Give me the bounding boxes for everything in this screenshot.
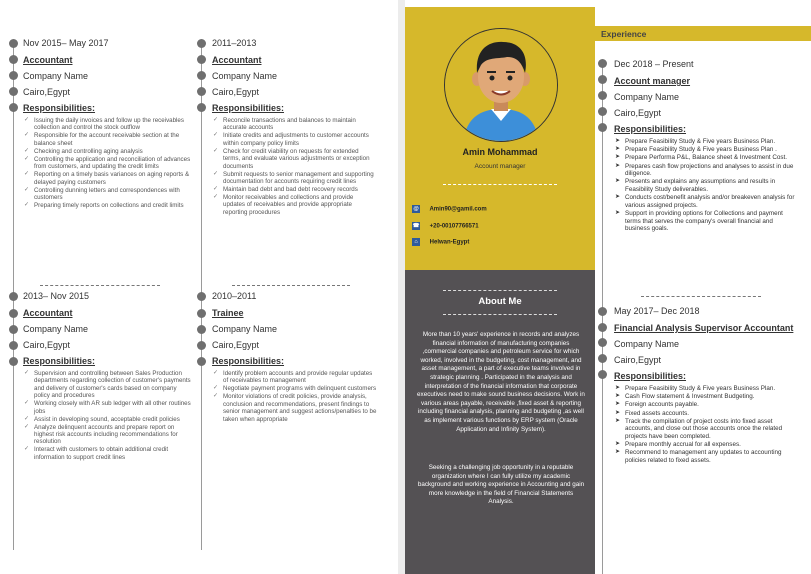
- responsibilities-list: [614, 385, 796, 465]
- list-item: ✓ Reporting on a timely basis variances on aging reports & delayed paying customers: [23, 171, 191, 186]
- experience-entry: [614, 59, 796, 233]
- timeline-dot: [598, 75, 607, 84]
- entry-location: Cairo,Egypt: [614, 355, 662, 365]
- list-item: ✓ Submit requests to senior management and supporting documentation for accounts requiring credit lines: [212, 171, 377, 186]
- timeline-dot: [598, 338, 607, 347]
- list-item: ✓ Issuing the daily invoices and follow up the receivables collection and control the stock outflow: [23, 117, 191, 132]
- timeline-dot: [598, 123, 607, 132]
- list-item: ➤ Prepare Feasibility Study & Five years Business Plan.: [614, 138, 796, 146]
- list-item: ➤ Presents and explains any assumptions and results in Feasibility Study deliverables.: [614, 178, 796, 193]
- entry-location: Cairo,Egypt: [614, 108, 662, 118]
- entry-company: Company Name: [614, 339, 680, 349]
- list-item: ✓ Preparing timely reports on collections and credit limits: [23, 202, 191, 209]
- entry-location: Cairo,Egypt: [23, 87, 71, 97]
- about-paragraph: More than 10 years' experience in records and analyzes financial information of manufacturing companies ,commercial companies and petroleum service for which worked, involved in the budgeting, cost management, and asset management, a part of executive teams involved in strategic planning . Participated in the analysis and interpretation of the financial information that corporate executives need to make sound business decisions. Work in various areas payable, receivable ,fixed asset & reporting including financial analysis, planning and budgeting ,as well as implement various functions by ERP system (Oracle Application and Infinity System).: [417, 331, 585, 433]
- experience-entry: [212, 291, 377, 424]
- list-item: ➤ Prepare Performa P&L, Balance sheet & Investment Cost.: [614, 154, 796, 162]
- entry-location: Cairo,Egypt: [212, 87, 260, 97]
- list-item: ✓ Maintain bad debt and bad debt recovery records: [212, 186, 377, 193]
- timeline-dot: [9, 87, 18, 96]
- responsibilities-heading: Responsibilities:: [23, 356, 96, 366]
- timeline-dot: [197, 292, 206, 301]
- list-item: ✓ Monitor violations of credit policies, provide analysis, conclusion and recommendations, present findings to senior management and suggest actions/penalties to be taken when appropriate: [212, 393, 377, 423]
- timeline-dot: [9, 292, 18, 301]
- resume-page-1: [0, 0, 398, 574]
- entry-date: Nov 2015– May 2017: [23, 38, 109, 48]
- timeline-dot: [9, 357, 18, 366]
- avatar-illustration: [445, 29, 557, 141]
- experience-entry: [23, 291, 191, 462]
- entry-role: Account manager: [614, 76, 691, 86]
- email-text: Amin90@gamil.com: [429, 206, 487, 213]
- entry-company: Company Name: [23, 324, 89, 334]
- list-item: ✓ Identify problem accounts and provide regular updates of receivables to management: [212, 370, 377, 385]
- entry-date: 2010–2011: [212, 291, 257, 301]
- dashed-divider: [443, 314, 557, 315]
- responsibilities-heading: Responsibilities:: [614, 124, 687, 134]
- timeline-dot: [598, 107, 607, 116]
- responsibilities-list: [614, 138, 796, 233]
- responsibilities-heading: Responsibilities:: [614, 371, 687, 381]
- entry-role: Trainee: [212, 308, 244, 318]
- timeline-dot: [9, 71, 18, 80]
- entry-company: Company Name: [614, 92, 680, 102]
- dashed-divider: [443, 290, 557, 291]
- entry-company: Company Name: [212, 71, 278, 81]
- timeline-dot: [9, 55, 18, 64]
- location-icon: ⌂: [412, 238, 420, 246]
- dashed-divider: [443, 184, 557, 185]
- list-item: ➤ Support in providing options for Collections and payment terms that serves the company's overall financial and business goals.: [614, 210, 796, 233]
- timeline-dot: [197, 357, 206, 366]
- timeline-dot: [197, 71, 206, 80]
- timeline-dot: [598, 323, 607, 332]
- timeline-dot: [9, 309, 18, 318]
- timeline-dot: [598, 354, 607, 363]
- list-item: ✓ Responsible for the account receivable section at the balance sheet: [23, 132, 191, 147]
- responsibilities-list: [212, 370, 377, 423]
- timeline-dot: [197, 103, 206, 112]
- timeline-dot: [9, 39, 18, 48]
- list-item: ✓ Supervision and controlling between Sales Production departments regarding collection of customer's payments and delivery of customer's cards based on company policy and procedures: [23, 370, 191, 400]
- dashed-divider: [232, 285, 350, 286]
- list-item: ✓ Monitor receivables and collections and provide updates of receivables and provide appropriate reporting procedures: [212, 194, 377, 216]
- list-item: ✓ Controlling the application and reconciliation of advances from customers, and updating the credit limits: [23, 156, 191, 171]
- timeline-dot: [598, 91, 607, 100]
- list-item: ➤ Prepare monthly accrual for all expenses.: [614, 441, 796, 449]
- experience-entry: [212, 38, 377, 217]
- entry-location: Cairo,Egypt: [212, 340, 260, 350]
- timeline-dot: [197, 309, 206, 318]
- responsibilities-list: [23, 370, 191, 461]
- entry-location: Cairo,Egypt: [23, 340, 71, 350]
- experience-entry: [614, 306, 804, 465]
- responsibilities-list: [23, 117, 191, 209]
- email-icon: @: [413, 206, 419, 212]
- timeline-dot: [598, 59, 607, 68]
- dashed-divider: [641, 296, 761, 297]
- list-item: ➤ Foreign accounts payable.: [614, 401, 796, 409]
- timeline-dot: [197, 55, 206, 64]
- responsibilities-heading: Responsibilities:: [212, 103, 285, 113]
- timeline-line: [602, 60, 603, 574]
- entry-date: Dec 2018 – Present: [614, 59, 694, 69]
- list-item: ✓ Controlling dunning letters and correspondences with customers: [23, 187, 191, 202]
- entry-role: Accountant: [23, 308, 73, 318]
- entry-company: Company Name: [212, 324, 278, 334]
- contact-location: [412, 238, 592, 246]
- list-item: ✓ Assist in developing sound, acceptable credit policies: [23, 416, 191, 423]
- list-item: ✓ Interact with customers to obtain additional credit information to support credit lines: [23, 446, 191, 461]
- list-item: ➤ Cash Flow statement & Investment Budgeting.: [614, 393, 796, 401]
- timeline-dot: [197, 325, 206, 334]
- experience-entry: [23, 38, 191, 210]
- entry-role: Accountant: [23, 55, 73, 65]
- list-item: ✓ Initiate credits and adjustments to customer accounts within company policy limits: [212, 132, 377, 147]
- dashed-divider: [40, 285, 160, 286]
- list-item: ➤ Conducts cost/benefit analysis and/or breakeven analysis for various assigned projects.: [614, 194, 796, 209]
- resume-page-2: [405, 0, 811, 574]
- phone-text: +20-00107766571: [429, 223, 479, 230]
- location-text: Helwan-Egypt: [429, 239, 470, 246]
- list-item: ➤ Fixed assets accounts.: [614, 410, 796, 418]
- about-paragraph: Seeking a challenging job opportunity in a reputable organization where I can fully utilize my academic background and working experience in Accounting and gain more knowledge in the field of Financial Statements Analysis.: [417, 464, 585, 506]
- profile-name: Amin Mohammad: [462, 147, 538, 157]
- list-item: ➤ Prepares cash flow projections and analyses to assist in due diligence.: [614, 163, 796, 178]
- list-item: ➤ Prepare Feasibility Study & Five years Business Plan.: [614, 385, 796, 393]
- experience-header: [595, 26, 811, 41]
- page-gap: [398, 0, 405, 574]
- contact-phone: [412, 222, 592, 230]
- timeline-dot: [197, 39, 206, 48]
- entry-date: 2011–2013: [212, 38, 257, 48]
- list-item: ✓ Check for credit viability on requests for extended terms, and evaluate various adjustments or exception documents: [212, 148, 377, 170]
- timeline-dot: [197, 87, 206, 96]
- entry-company: Company Name: [23, 71, 89, 81]
- responsibilities-list: [212, 117, 377, 216]
- list-item: ✓ Analyze delinquent accounts and prepare report on highest risk accounts including recommendations for resolution: [23, 424, 191, 446]
- about-heading: About Me: [478, 296, 522, 307]
- timeline-dot: [9, 325, 18, 334]
- list-item: ✓ Working closely with AR sub ledger with all other routines jobs: [23, 400, 191, 415]
- list-item: ➤ Track the compilation of project costs into fixed asset accounts, and close out those accounts once the related projects have been completed.: [614, 418, 796, 441]
- timeline-dot: [9, 103, 18, 112]
- timeline-dot: [197, 341, 206, 350]
- timeline-dot: [598, 307, 607, 316]
- contact-email: [412, 205, 592, 213]
- responsibilities-heading: Responsibilities:: [212, 356, 285, 366]
- entry-date: May 2017– Dec 2018: [614, 306, 700, 316]
- experience-heading: Experience: [601, 29, 647, 39]
- profile-title: Account manager: [474, 163, 526, 170]
- entry-role: Accountant: [212, 55, 262, 65]
- entry-date: 2013– Nov 2015: [23, 291, 90, 301]
- list-item: ➤ Recommend to management any updates to accounting policies related to fixed assets.: [614, 449, 796, 464]
- phone-icon: ☎: [412, 223, 420, 229]
- entry-role: Financial Analysis Supervisor Accountant: [614, 323, 794, 333]
- avatar: [444, 28, 558, 142]
- list-item: ✓ Checking and controlling aging analysis: [23, 148, 191, 155]
- responsibilities-heading: Responsibilities:: [23, 103, 96, 113]
- list-item: ✓ Negotiate payment programs with delinquent customers: [212, 385, 377, 392]
- list-item: ➤ Prepare Feasibility Study & Five years Business Plan .: [614, 146, 796, 154]
- list-item: ✓ Reconcile transactions and balances to maintain accurate accounts: [212, 117, 377, 132]
- timeline-dot: [598, 370, 607, 379]
- timeline-dot: [9, 341, 18, 350]
